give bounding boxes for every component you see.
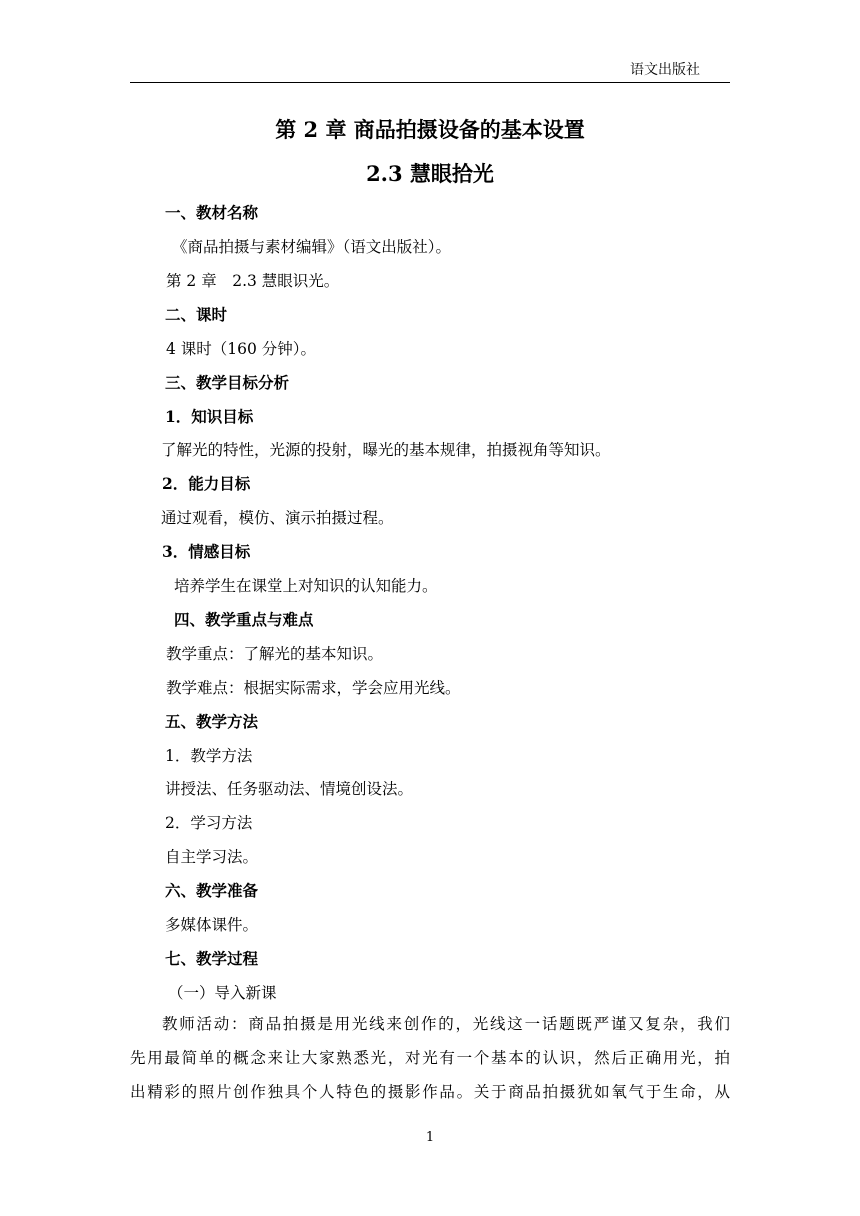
emotion-text: 培养学生在课堂上对知识的认知能力。 — [174, 577, 438, 595]
paragraph-line-1: 教师活动：商品拍摄是用光线来创作的，光线这一话题既严谨又复杂，我们 — [162, 1015, 730, 1033]
page-number: 1 — [425, 1130, 435, 1145]
learning-method-label: 2．学习方法 — [165, 814, 253, 832]
process-step-intro: （一）导入新课 — [168, 984, 277, 1002]
learning-method-text: 自主学习法。 — [165, 848, 259, 866]
preparation-text: 多媒体课件。 — [165, 916, 259, 934]
ability-text: 通过观看，模仿、演示拍摄过程。 — [161, 509, 394, 527]
heading-methods: 五、教学方法 — [165, 712, 259, 731]
paragraph-line-2: 先用最简单的概念来让大家熟悉光，对光有一个基本的认识，然后正确用光，拍 — [130, 1049, 730, 1067]
heading-material: 一、教材名称 — [165, 203, 259, 222]
teaching-method-label: 1．教学方法 — [165, 747, 253, 765]
heading-process: 七、教学过程 — [165, 949, 259, 968]
chapter-title: 第 2 章 商品拍摄设备的基本设置 — [275, 117, 585, 142]
material-name: 《商品拍摄与素材编辑》（语文出版社）。 — [172, 238, 452, 256]
paragraph-line-3: 出精彩的照片创作独具个人特色的摄影作品。关于商品拍摄犹如氧气于生命，从 — [130, 1083, 730, 1101]
sub-knowledge: 1．知识目标 — [165, 407, 254, 426]
teaching-method-text: 讲授法、任务驱动法、情境创设法。 — [165, 780, 414, 798]
knowledge-text: 了解光的特性，光源的投射，曝光的基本规律，拍摄视角等知识。 — [161, 441, 611, 459]
material-chapter: 第 2 章 2.3 慧眼识光。 — [166, 272, 340, 290]
heading-preparation: 六、教学准备 — [165, 881, 259, 900]
hours-value: 4 课时（160 分钟）。 — [166, 340, 317, 358]
keypoint-text: 教学重点：了解光的基本知识。 — [166, 645, 384, 663]
sub-ability: 2．能力目标 — [162, 474, 251, 493]
heading-hours: 二、课时 — [165, 305, 228, 324]
difficulty-text: 教学难点：根据实际需求，学会应用光线。 — [166, 679, 461, 697]
heading-objectives: 三、教学目标分析 — [165, 373, 290, 392]
header-publisher: 语文出版社 — [630, 62, 700, 78]
section-title: 2.3 慧眼拾光 — [366, 161, 494, 186]
heading-keypoints: 四、教学重点与难点 — [174, 610, 314, 629]
sub-emotion: 3．情感目标 — [162, 542, 251, 561]
header-rule — [130, 82, 730, 83]
